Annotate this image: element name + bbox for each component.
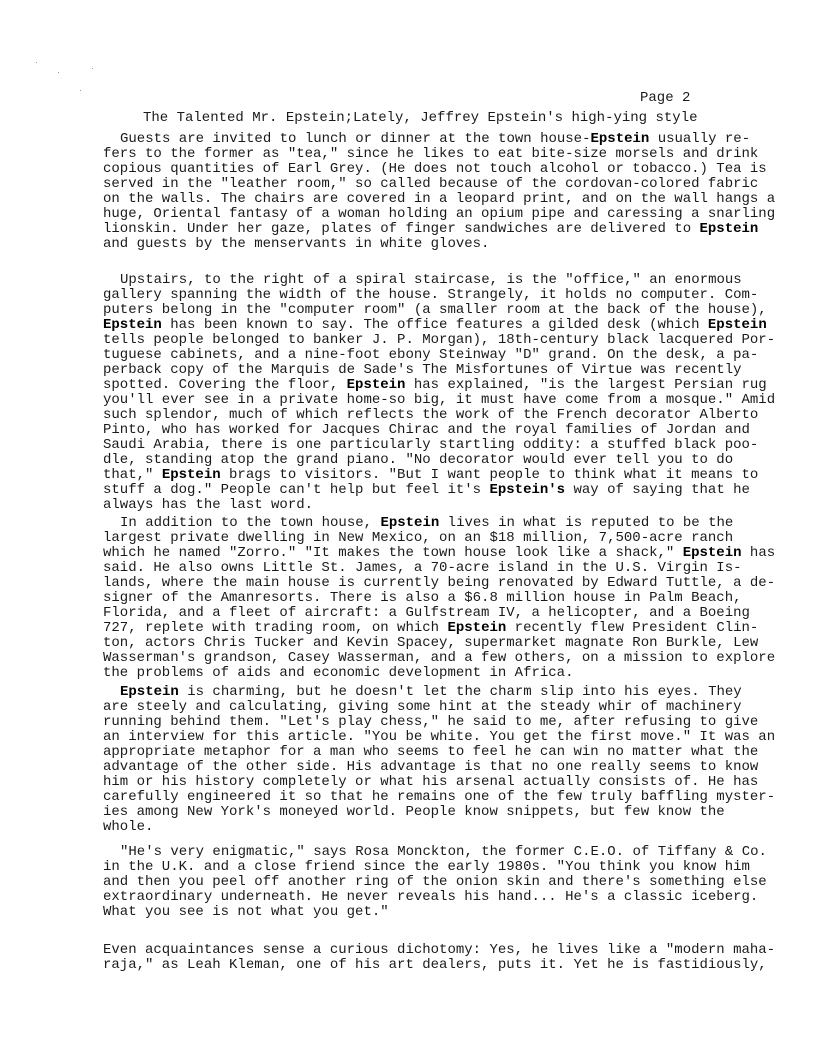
text-run: has explained, "is the largest Persian rug xyxy=(405,377,767,393)
text-run: an interview for this article. "You be white. You get the first move." It was an xyxy=(103,729,776,745)
text-line xyxy=(103,348,793,363)
text-line xyxy=(103,745,793,760)
text-run: way of saying that he xyxy=(565,482,750,498)
paragraph xyxy=(103,273,793,513)
bold-name: Epstein xyxy=(707,317,767,333)
text-line xyxy=(103,147,793,162)
text-line xyxy=(103,820,793,835)
text-line xyxy=(103,805,793,820)
text-run: running behind them. "Let's play chess," he said to me, after refusing to give xyxy=(103,714,759,730)
text-line xyxy=(103,318,793,333)
text-run: Pinto, who has worked for Jacques Chirac and the royal families of Jordan and xyxy=(103,422,750,438)
text-line xyxy=(103,636,793,651)
text-run: ies among New York's moneyed world. People know snippets, but few know the xyxy=(103,804,725,820)
text-line xyxy=(103,715,793,730)
text-run: Even acquaintances sense a curious dichotomy: Yes, he lives like a "modern maha- xyxy=(103,942,776,958)
scan-speck xyxy=(58,72,59,73)
text-line xyxy=(103,273,793,288)
scan-speck xyxy=(80,90,81,91)
text-run: tuguese cabinets, and a nine-foot ebony Steinway "D" grand. On the desk, a pa- xyxy=(103,347,759,363)
text-line xyxy=(103,162,793,177)
text-line xyxy=(103,905,793,920)
text-run: the problems of aids and economic development in Africa. xyxy=(103,665,574,681)
paragraph xyxy=(103,845,793,920)
text-line xyxy=(103,498,793,513)
bold-name: Epstein's xyxy=(489,482,566,498)
text-run: usually re- xyxy=(649,131,751,147)
text-run: is charming, but he doesn't let the charm slip into his eyes. They xyxy=(178,684,742,700)
text-line xyxy=(103,438,793,453)
text-run: lives in what is reputed to be the xyxy=(439,515,734,531)
bold-name: Epstein xyxy=(103,317,162,333)
text-line xyxy=(103,845,793,860)
bold-name: Epstein xyxy=(590,131,650,147)
text-line xyxy=(103,546,793,561)
text-line xyxy=(103,621,793,636)
text-run: carefully engineered it so that he remains one of the few truly baffling myster- xyxy=(103,789,776,805)
text-run: "He's very enigmatic," says Rosa Monckton, the former C.E.O. of Tiffany & Co. xyxy=(120,844,767,860)
text-run: signer of the Amanresorts. There is also a $6.8 million house in Palm Beach, xyxy=(103,590,742,606)
text-line xyxy=(103,393,793,408)
text-line xyxy=(103,222,793,237)
text-line xyxy=(103,192,793,207)
bold-name: Epstein xyxy=(120,684,179,700)
text-line xyxy=(103,303,793,318)
text-line xyxy=(103,378,793,393)
text-run: fers to the former as "tea," since he likes to eat bite-size morsels and drink xyxy=(103,146,759,162)
bold-name: Epstein xyxy=(447,620,507,636)
bold-name: Epstein xyxy=(346,377,406,393)
text-line xyxy=(103,561,793,576)
text-run: stuff a dog." People can't help but feel it's xyxy=(103,482,490,498)
text-line xyxy=(103,516,793,531)
text-line xyxy=(103,651,793,666)
text-run: copious quantities of Earl Grey. (He does not touch alcohol or tobacco.) Tea is xyxy=(103,161,767,177)
text-line xyxy=(103,423,793,438)
text-run: recently flew President Clin- xyxy=(506,620,759,636)
paragraph xyxy=(103,943,793,973)
text-run: and then you peel off another ring of the onion skin and there's something else xyxy=(103,874,767,890)
text-line xyxy=(103,132,793,147)
text-line xyxy=(103,775,793,790)
text-run: raja," as Leah Kleman, one of his art dealers, puts it. Yet he is fastidiously, xyxy=(103,957,767,973)
text-run: huge, Oriental fantasy of a woman holding an opium pipe and caressing a snarling xyxy=(103,206,776,222)
text-run: whole. xyxy=(103,819,154,835)
text-run: brags to visitors. "But I want people to think what it means to xyxy=(220,467,759,483)
text-run: lands, where the main house is currently being renovated by Edward Tuttle, a de- xyxy=(103,575,776,591)
text-run: has xyxy=(741,545,776,561)
text-line xyxy=(103,890,793,905)
text-line xyxy=(103,531,793,546)
text-run: Florida, and a fleet of aircraft: a Gulfstream IV, a helicopter, and a Boeing xyxy=(103,605,750,621)
text-run: extraordinary underneath. He never reveals his hand... He's a classic iceberg. xyxy=(103,889,759,905)
text-line xyxy=(103,576,793,591)
bold-name: Epstein xyxy=(380,515,440,531)
text-line xyxy=(103,730,793,745)
text-line xyxy=(103,685,793,700)
bold-name: Epstein xyxy=(699,221,759,237)
text-run: appropriate metaphor for a man who seems to feel he can win no matter what the xyxy=(103,744,759,760)
text-line xyxy=(103,606,793,621)
text-line xyxy=(103,700,793,715)
text-line xyxy=(103,408,793,423)
text-run: Saudi Arabia, there is one particularly startling oddity: a stuffed black poo- xyxy=(103,437,759,453)
document-title: The Talented Mr. Epstein;Lately, Jeffrey Epstein's high-ying style xyxy=(143,110,698,126)
text-run: Upstairs, to the right of a spiral staircase, is the "office," an enormous xyxy=(120,272,742,288)
text-line xyxy=(103,860,793,875)
text-line xyxy=(103,943,793,958)
paragraph xyxy=(103,516,793,681)
text-run: and guests by the menservants in white gloves. xyxy=(103,236,490,252)
text-line xyxy=(103,760,793,775)
text-run: said. He also owns Little St. James, a 70-acre island in the U.S. Virgin Is- xyxy=(103,560,742,576)
text-run: always has the last word. xyxy=(103,497,314,513)
text-line xyxy=(103,333,793,348)
bold-name: Epstein xyxy=(161,467,221,483)
text-run: that," xyxy=(103,467,162,483)
text-run: on the walls. The chairs are covered in a leopard print, and on the wall hangs a xyxy=(103,191,776,207)
text-run: dle, standing atop the grand piano. "No decorator would ever tell you to do xyxy=(103,452,734,468)
bold-name: Epstein xyxy=(682,545,742,561)
text-line xyxy=(103,207,793,222)
text-run: advantage of the other side. His advantage is that no one really seems to know xyxy=(103,759,759,775)
text-line xyxy=(103,790,793,805)
text-run: you'll ever see in a private home-so big, it must have come from a mosque." Amid xyxy=(103,392,776,408)
text-line xyxy=(103,363,793,378)
text-run: him or his history completely or what his arsenal actually consists of. He has xyxy=(103,774,759,790)
text-run: In addition to the town house, xyxy=(120,515,381,531)
text-line xyxy=(103,666,793,681)
text-run: perback copy of the Marquis de Sade's The Misfortunes of Virtue was recently xyxy=(103,362,742,378)
paragraph xyxy=(103,132,793,252)
text-run: ton, actors Chris Tucker and Kevin Spacey, supermarket magnate Ron Burkle, Lew xyxy=(103,635,759,651)
text-line xyxy=(103,177,793,192)
paragraph xyxy=(103,685,793,835)
text-line xyxy=(103,453,793,468)
text-line xyxy=(103,483,793,498)
text-line xyxy=(103,875,793,890)
text-run: which he named "Zorro." "It makes the town house look like a shack," xyxy=(103,545,683,561)
text-run: served in the "leather room," so called because of the cordovan-colored fabric xyxy=(103,176,759,192)
scan-speck xyxy=(36,62,37,63)
text-line xyxy=(103,958,793,973)
text-line xyxy=(103,591,793,606)
page-number: Page 2 xyxy=(640,90,691,106)
text-run: spotted. Covering the floor, xyxy=(103,377,347,393)
text-run: 727, replete with trading room, on which xyxy=(103,620,448,636)
text-line xyxy=(103,237,793,252)
text-run: has been known to say. The office features a gilded desk (which xyxy=(161,317,708,333)
text-run: are steely and calculating, giving some hint at the steady whir of machinery xyxy=(103,699,742,715)
text-run: in the U.K. and a close friend since the early 1980s. "You think you know him xyxy=(103,859,750,875)
text-run: lionskin. Under her gaze, plates of finger sandwiches are delivered to xyxy=(103,221,700,237)
text-run: puters belong in the "computer room" (a smaller room at the back of the house), xyxy=(103,302,767,318)
text-run: Wasserman's grandson, Casey Wasserman, and a few others, on a mission to explore xyxy=(103,650,776,666)
text-run: What you see is not what you get." xyxy=(103,904,389,920)
text-line xyxy=(103,288,793,303)
text-run: tells people belonged to banker J. P. Morgan), 18th-century black lacquered Por- xyxy=(103,332,776,348)
text-run: gallery spanning the width of the house. Strangely, it holds no computer. Com- xyxy=(103,287,759,303)
text-run: largest private dwelling in New Mexico, on an $18 million, 7,500-acre ranch xyxy=(103,530,734,546)
scan-speck xyxy=(92,68,93,69)
text-run: Guests are invited to lunch or dinner at the town house- xyxy=(120,131,591,147)
text-line xyxy=(103,468,793,483)
text-run: such splendor, much of which reflects the work of the French decorator Alberto xyxy=(103,407,759,423)
